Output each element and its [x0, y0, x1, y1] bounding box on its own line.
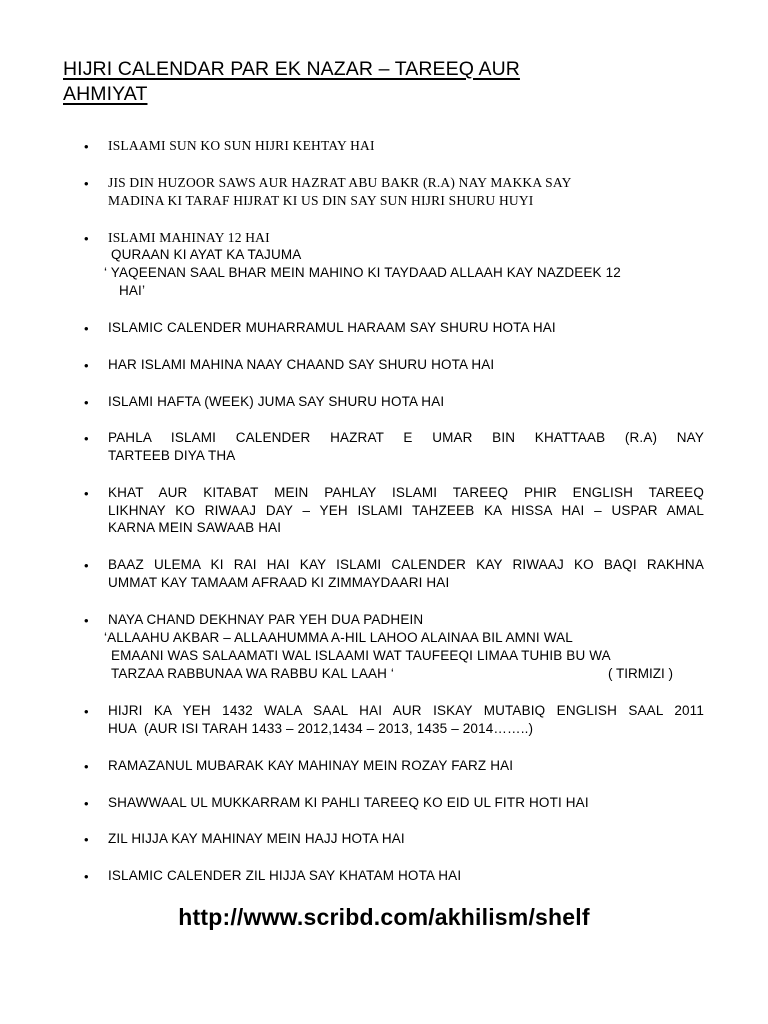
bullet-icon: • — [84, 558, 89, 573]
title-line: HIJRI CALENDAR PAR EK NAZAR – TAREEQ AUR — [63, 58, 520, 80]
footer-url-link[interactable]: http://www.scribd.com/akhilism/shelf — [178, 904, 590, 930]
list-item-text: UMMAT KAY TAMAAM AFRAAD KI ZIMMAYDAARI HAI — [108, 574, 450, 590]
bullet-icon: • — [84, 176, 89, 191]
list-item — [108, 229, 704, 247]
list-item-text: ISLAMIC CALENDER MUHARRAMUL HARAAM SAY SHURU HOTA HAI — [108, 320, 556, 335]
list-item — [108, 702, 704, 737]
bullet-icon: • — [84, 613, 89, 628]
list-item-text: HAR ISLAMI MAHINA NAAY CHAAND SAY SHURU HOTA HAI — [108, 357, 495, 372]
list-item-text: BAAZ ULEMA KI RAI HAI KAY ISLAMI CALENDER KAY RIWAAJ KO BAQI RAKHNA — [108, 557, 704, 572]
list-item-text: ISLAMIC CALENDER ZIL HIJJA SAY KHATAM HOTA HAI — [108, 868, 462, 883]
list-item — [108, 611, 704, 629]
bullet-icon: • — [84, 796, 89, 811]
bullet-icon: • — [84, 832, 89, 847]
list-item-text: MADINA KI TARAF HIJRAT KI US DIN SAY SUN HIJRI SHURU HUYI — [108, 192, 534, 208]
list-item — [108, 174, 704, 209]
list-item — [108, 556, 704, 591]
bullet-icon: • — [84, 321, 89, 336]
list-item — [108, 830, 704, 848]
bullet-icon: • — [84, 704, 89, 719]
list-item-text: TARTEEB DIYA THA — [108, 447, 236, 463]
list-item — [108, 794, 704, 812]
list-item-text: RAMAZANUL MUBARAK KAY MAHINAY MEIN ROZAY FARZ HAI — [108, 758, 514, 773]
list-item-text: ISLAAMI SUN KO SUN HIJRI KEHTAY HAI — [108, 138, 375, 153]
list-item-text: HUA (AUR ISI TARAH 1433 – 2012,1434 – 2013, 1435 – 2014……..) — [108, 720, 534, 736]
list-item — [108, 393, 704, 411]
dua-text: EMAANI WAS SALAAMATI WAL ISLAAMI WAT TAUFEEQI LIMAA TUHIB BU WA — [111, 648, 611, 663]
list-item — [108, 757, 704, 775]
bullet-icon: • — [84, 431, 89, 446]
bullet-icon: • — [84, 869, 89, 884]
list-item-text: KARNA MEIN SAWAAB HAI — [108, 520, 282, 535]
title-line: AHMIYAT — [63, 83, 148, 105]
list-item — [108, 356, 704, 374]
dua-text: TARZAA RABBUNAA WA RABBU KAL LAAH ‘ — [111, 666, 395, 681]
list-item — [108, 867, 704, 885]
list-item — [108, 484, 704, 537]
list-item-text: KHAT AUR KITABAT MEIN PAHLAY ISLAMI TAREEQ PHIR ENGLISH TAREEQ — [108, 485, 704, 500]
bullet-icon: • — [84, 759, 89, 774]
bullet-icon: • — [84, 486, 89, 501]
list-item-text: ZIL HIJJA KAY MAHINAY MEIN HAJJ HOTA HAI — [108, 831, 405, 846]
list-item-text: LIKHNAY KO RIWAAJ DAY – YEH ISLAMI TAHZEEB KA HISSA HAI – USPAR AMAL — [108, 502, 704, 518]
bullet-icon: • — [84, 231, 89, 246]
dua-citation: ( TIRMIZI ) — [608, 666, 673, 681]
list-item-text: ISLAMI HAFTA (WEEK) JUMA SAY SHURU HOTA HAI — [108, 394, 445, 409]
list-item — [108, 137, 704, 155]
bullet-icon: • — [84, 395, 89, 410]
list-item-text: SHAWWAAL UL MUKKARRAM KI PAHLI TAREEQ KO EID UL FITR HOTI HAI — [108, 795, 589, 810]
dua-text: ‘ALLAAHU AKBAR – ALLAAHUMMA A-HIL LAHOO ALAINAA BIL AMNI WAL — [104, 630, 573, 645]
quran-ayat-heading: QURAAN KI AYAT KA TAJUMA — [111, 247, 302, 262]
list-item-text: HIJRI KA YEH 1432 WALA SAAL HAI AUR ISKAY MUTABIQ ENGLISH SAAL 2011 — [108, 703, 704, 718]
list-item-text: NAYA CHAND DEKHNAY PAR YEH DUA PADHEIN — [108, 612, 424, 627]
quran-ayat-text: HAI’ — [119, 283, 146, 298]
list-item-text: PAHLA ISLAMI CALENDER HAZRAT E UMAR BIN KHATTAAB (R.A) NAY — [108, 430, 704, 445]
bullet-icon: • — [84, 139, 89, 154]
document-title — [63, 57, 663, 107]
bullet-icon: • — [84, 358, 89, 373]
list-item — [108, 429, 704, 464]
quran-ayat-text: ‘ YAQEENAN SAAL BHAR MEIN MAHINO KI TAYDAAD ALLAAH KAY NAZDEEK 12 — [104, 265, 621, 280]
list-item — [108, 319, 704, 337]
list-item-text: ISLAMI MAHINAY 12 HAI — [108, 230, 270, 245]
list-item-text: JIS DIN HUZOOR SAWS AUR HAZRAT ABU BAKR (R.A) NAY MAKKA SAY — [108, 175, 572, 190]
